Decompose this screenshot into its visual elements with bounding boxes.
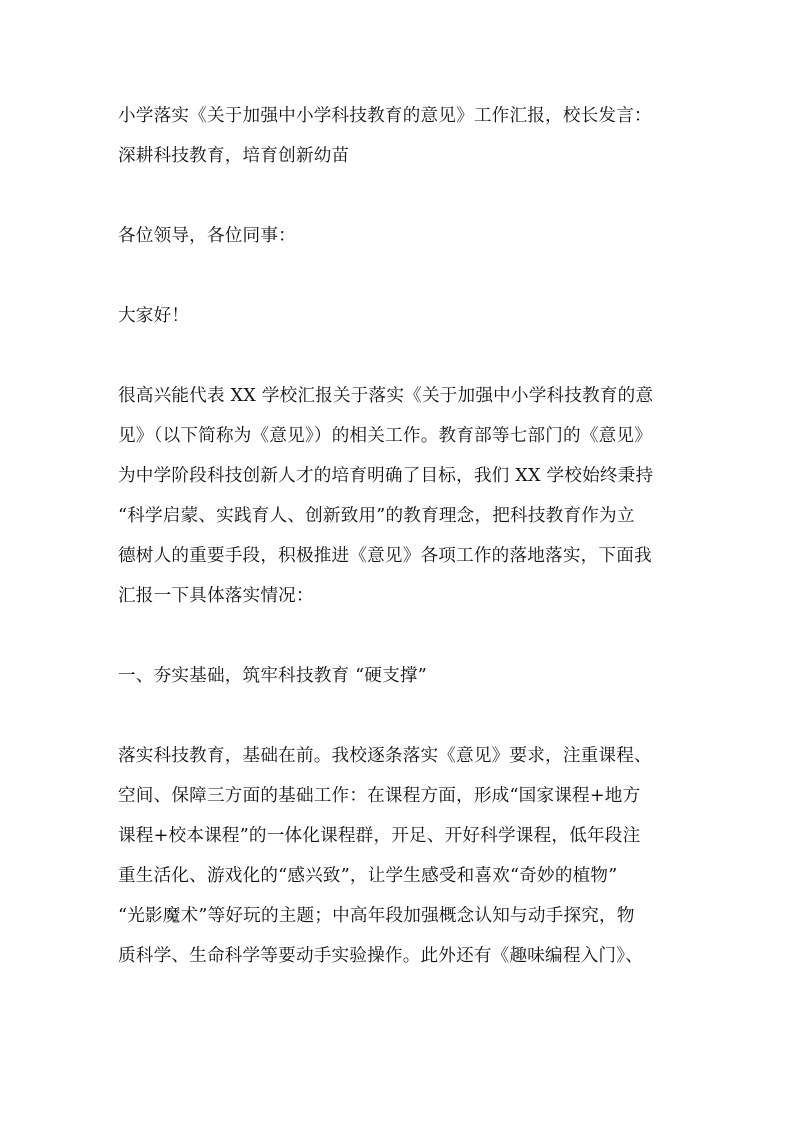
- paragraph-spacer: [118, 616, 678, 656]
- section-heading-line: 一、夯实基础，筑牢科技教育 “硬支撑”: [118, 666, 427, 686]
- paragraph-spacer: [118, 696, 678, 736]
- greeting-line: 大家好！: [118, 306, 190, 326]
- section-line: 重生活化、游戏化的“感兴致”，让学生感受和喜欢“奇妙的植物”: [118, 866, 618, 886]
- section-line: “光影魔术”等好玩的主题；中高年段加强概念认知与动手探究，物: [118, 906, 635, 926]
- document-body: [118, 96, 678, 976]
- section-heading: [118, 656, 678, 696]
- section-line: 落实科技教育，基础在前。我校逐条落实《意见》要求，注重课程、: [118, 746, 652, 766]
- intro-line: 汇报一下具体落实情况：: [118, 586, 314, 606]
- section-line: 课程+校本课程”的一体化课程群，开足、开好科学课程，低年段注: [118, 826, 641, 846]
- title-line: 小学落实《关于加强中小学科技教育的意见》工作汇报，校长发言：: [118, 106, 652, 126]
- section-paragraph: [118, 736, 678, 976]
- intro-line: “科学启蒙、实践育人、创新致用”的教育理念，把科技教育作为立: [118, 506, 635, 526]
- document-title: [118, 96, 678, 176]
- intro-line: 德树人的重要手段，积极推进《意见》各项工作的落地落实，下面我: [118, 546, 652, 566]
- section-line: 质科学、生命科学等要动手实验操作。此外还有《趣味编程入门》、: [118, 946, 644, 966]
- intro-paragraph: [118, 376, 678, 616]
- salutation-line: 各位领导，各位同事：: [118, 226, 296, 246]
- intro-line: 为中学阶段科技创新人才的培育明确了目标，我们 XX 学校始终秉持: [118, 466, 654, 486]
- paragraph-spacer: [118, 256, 678, 296]
- greeting: [118, 296, 678, 336]
- intro-line: 见》（以下简称为《意见》）的相关工作。教育部等七部门的《意见》: [118, 426, 653, 446]
- paragraph-spacer: [118, 176, 678, 216]
- salutation: [118, 216, 678, 256]
- intro-line: 很高兴能代表 XX 学校汇报关于落实《关于加强中小学科技教育的意: [118, 386, 654, 406]
- section-line: 空间、保障三方面的基础工作：在课程方面，形成“国家课程+地方: [118, 786, 641, 806]
- title-line: 深耕科技教育，培育创新幼苗: [118, 146, 350, 166]
- paragraph-spacer: [118, 336, 678, 376]
